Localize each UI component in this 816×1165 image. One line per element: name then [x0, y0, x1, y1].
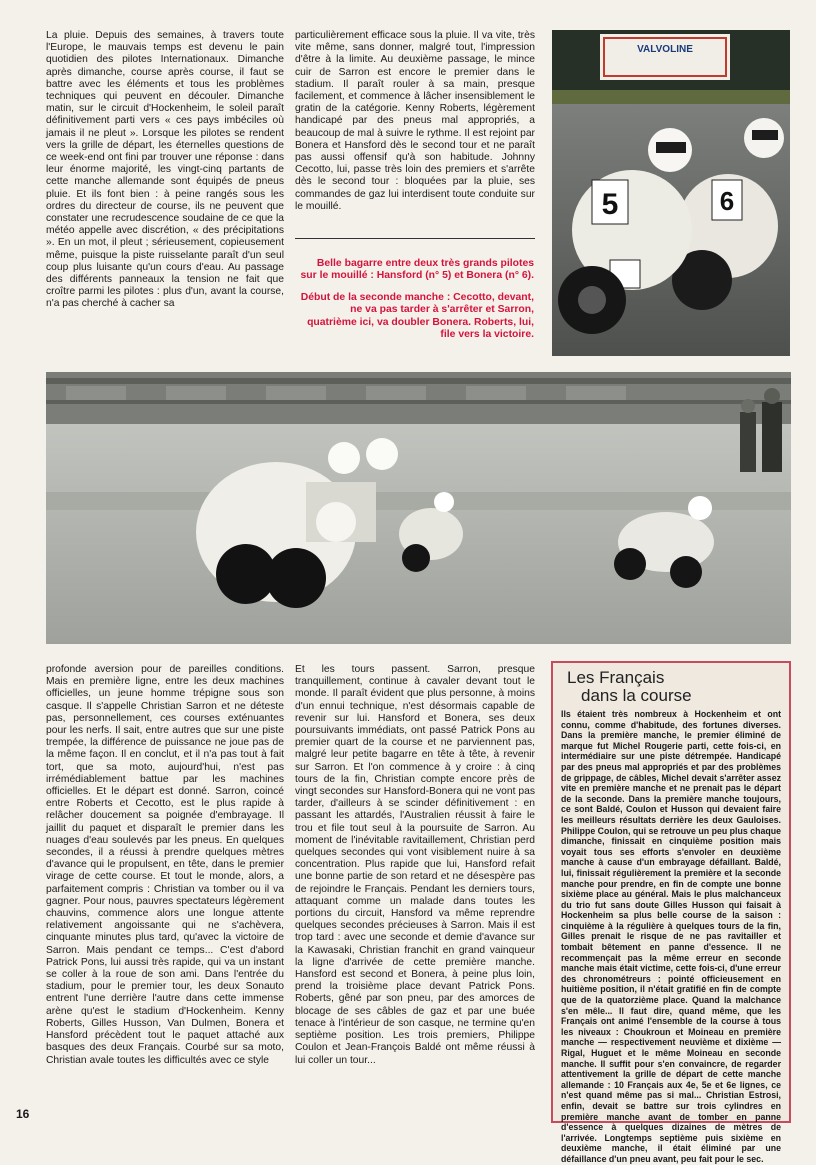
article-text: particulièrement efficace sous la pluie. Il va vite, très vite même, sans donner, malgré tout, l'impression d'être à la limite. Au deuxième passage, le mince cuir de Sarron est encore le premier dans le stadium. Il paraît rouler à sa main, presque facilement, et commence à lâcher insensiblement le gratin de la catégorie. Kenny Roberts, légèrement handicapé par des pneus mal appropriés, a beaucoup de mal à suivre le rythme. Il est rejoint par Bonera et Hansford dès le second tour et ne paraît pas aussi offensif qu'à son habitude. Johnny Cecotto, lui, passe très loin des premiers et s'arrête dès le second tour : bloquées par la pluie, ses commandes de gaz lui interdisent toute conduite sur le mouillé.	[295, 30, 535, 212]
article-text: profonde aversion pour de pareilles conditions. Mais en première ligne, entre les deux machines officielles, un jeune homme trépigne sous son casque. Il s'appelle Christian Sarron et ne déteste pas, personnellement, ces courses exténuantes pour les nerfs. Il sait, entre autres que sur une piste trempée, la différence de puissance ne joue pas de la même façon. Il en conclut, et il n'a pas tout à fait tort, que sa moto, aujourd'hui, n'est pas irrémédiablement battue par les machines officielles. Et le départ est donné. Sarron, coincé entre Roberts et Cecotto, est le plus rapide à relâcher doucement sa poignée d'embrayage. Il jaillit du paquet et disparaît le premier dans les nuages d'eau soulevés par les pneus. En quelques secondes, il a réussi à prendre quelques mètres d'avance qui le propulsent, en tête, dans le premier virage de cette course. Et tout le monde, alors, a parfaitement compris : Christian va tomber ou il va gagner. Pour nous, pauvres spectateurs légèrement chauvins, commence alors une longue attente relativement angoissante qui ne s'achèvera, cinquante minutes plus tard, qu'avec la victoire de Sarron. Mais pendant ce temps... C'est d'abord Patrick Pons, lui aussi très rapide, qui va un instant se coller à la roue de son ami. Dans l'entrée du stadium, pour le premier tour, les deux Sonauto entrent l'une derrière l'autre dans cette immense arène qu'est le stadium d'Hockenheim. Kenny Roberts, Gilles Husson, Van Dulmen, Bonera et Hansford précèdent tout le paquet attaché aux basques des deux Français. Courbé sur sa moto, Christian avale toutes les difficultés avec ce style	[46, 664, 284, 1066]
article-column-bottom-middle	[295, 664, 535, 1124]
photo-second-race-start	[46, 372, 791, 644]
sidebar-title	[567, 669, 789, 705]
caption-hansford-bonera: Belle bagarre entre deux très grands pilotes sur le mouillé : Hansford (n° 5) et Bonera (n° 6).	[300, 258, 534, 282]
sidebar-box-les-francais	[551, 661, 791, 1164]
number-6: 6	[719, 186, 735, 216]
article-column-top-left	[46, 30, 284, 422]
banner-text: VALVOLINE	[637, 44, 693, 55]
article-column-bottom-left	[46, 664, 284, 1124]
sidebar-title-line2: dans la course	[581, 686, 692, 705]
article-text: La pluie. Depuis des semaines, à travers toute l'Europe, le mauvais temps est devenu le pain quotidien des pilotes Internationaux. Dimanche après dimanche, course après course, il faut se battre avec les éléments et tous les problèmes techniques qui peuvent en découler. Dimanche matin, sur le circuit d'Hockenheim, le soleil paraît définitivement parti vers « ces pays imbéciles où jamais il ne pleut ». Lorsque les pilotes se rendent vers la grille de départ, les éternelles questions de ce week-end ont fini par trouver une réponse : dans leur énorme majorité, les vingt-cinq partants de cette manche allemande sont équipés de pneus pluie. Et ils font bien : à peine rangés sous les ordres du directeur de course, ils ne peuvent que constater une recrudescence soudaine de ce que la météo appelle avec discrétion, « des précipitations ». En un mot, il pleut ; sérieusement, copieusement même, puisque la piste ruisselante paraît d'un seul coup plus luisante qu'un cours d'eau. Au passage des différents panneaux la tension ne fait que croître parmi les pilotes : plus d'un, avant la course, n'a pas cherché à cacher sa	[46, 30, 284, 310]
number-5: 5	[601, 188, 619, 221]
article-text: Et les tours passent. Sarron, presque tranquillement, continue à cavaler devant tout le monde. Il paraît évident que plus personne, à moins d'un ennui technique, n'est désormais capable de revenir sur lui. Hansford et Bonera, ses deux poursuivants immédiats, ont passé Patrick Pons au premier quart de la course et ne parviennent pas, malgré leur petite bagarre en tête à tête, à revenir sur Sarron. Et l'on commence à y croire : à cinq tours de la fin, Christian compte encore près de vingt secondes sur Hansford-Bonera qui ne vont pas tarder, d'ailleurs à se scinder définitivement : en passant les attardés, l'Australien réussit à faire le trou et file tout seul à la poursuite de Sarron. Au moment de l'inévitable ravitaillement, Christian perd quelques secondes qui vont visiblement nuire à sa concentration. Plus rapide que lui, Hansford refait une bonne partie de son retard et ne désespère pas de rejoindre le Français. Pendant les derniers tours, attaquant comme un malade dans toutes les portions du circuit, Hansford va même reprendre quelques secondes précieuses à Sarron. Mais il est trop tard : avec une seconde et demie d'avance sur la Kawasaki, Christian franchit en grand vainqueur la ligne d'arrivée de cette première manche. Hansford est second et Bonera, à peine plus loin, prend la troisième place devant Patrick Pons. Roberts, gêné par son pneu, par des amorces de blocage de ses câbles de gaz et par une buée tenace à l'intérieur de son casque, ne termine qu'en septième position. Les trois premiers, Philippe Coulon et Jean-François Baldé ont même réussi à lui coller un tour...	[295, 664, 535, 1066]
column-divider	[295, 238, 535, 239]
caption-second-race: Début de la seconde manche : Cecotto, devant, ne va pas tarder à s'arrêter et Sarron, quatrième ici, va doubler Bonera. Roberts, lui, file vers la victoire.	[300, 291, 534, 341]
sidebar-title-line1: Les Français	[567, 668, 665, 687]
photo-hansford-bonera	[552, 30, 790, 356]
page-number: 16	[16, 1107, 30, 1121]
article-column-top-middle	[295, 30, 535, 240]
photo-captions	[298, 258, 534, 350]
sidebar-body: Ils étaient très nombreux à Hockenheim et ont connu, comme d'habitude, des fortunes diverses. Dans la première manche, le premier éliminé de marque fut Michel Rougerie parti, cette fois-ci, en intermédiaire sur une piste détrempée. Handicapé par des pneus mal appropriés et par des problèmes de grippage, de câbles, Michel devait s'arrêter assez vite en première manche et ne prenait pas le départ de la seconde. Dans la première manche toujours, ce sont Baldé, Coulon et Husson qui devaient faire les meilleurs résultats derrière les deux Gauloises. Philippe Coulon, qui se retrouve un peu plus chaque dimanche, finissait en cinquième position mais voyait tous ses efforts s'envoler en deuxième manche à cause d'un embrayage défaillant. Baldé, lui, finissait régulièrement la première et la seconde manche pour prendre, en fin de compte une bonne sixième place au général. Mais le plus malchanceux du trio fut sans doute Gilles Husson qui faisait à Hockenheim sa plus belle course de la saison : cinquième à la régulière à quelques tours de la fin, Gilles prenait le risque de ne pas ravitailler et tombait bêtement en panne d'essence. Il ne recommençait pas la même erreur en seconde manche mais était victime, cette fois-ci, d'une erreur des chronométreurs : pointé officieusement en huitième position, il n'était gratifié en fin de compte que de la quatorzième place. Quand la malchance s'en mêle... Il faut dire, quand même, que les Français ont animé l'ensemble de la course à tous les niveaux : Choukroun et Moineau en première manche — respectivement neuvième et dixième — Rigal, Huguet et le même Moineau en seconde manche. Il suffit pour s'en convaincre, de regarder attentivement la grille de départ de cette manche allemande : 10 Français aux 4e, 5e et 6e lignes, ce n'est quand même pas si mal... Christian Estrosi, enfin, devait se battre sur trois cylindres en première manche avant de tomber en panne d'essence à quelques dizaines de mètres de l'arrivée. Longtemps septième puis sixième en deuxième manche, il était éliminé par une défaillance d'un pneu avant, peu fait pour le sec.	[561, 709, 781, 1164]
